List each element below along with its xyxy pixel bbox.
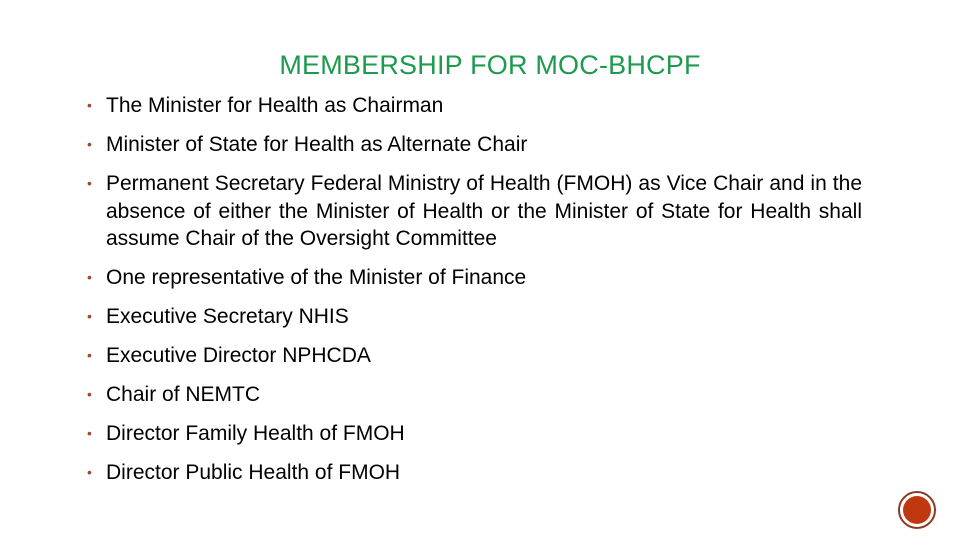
list-item-text: Director Family Health of FMOH <box>106 422 405 445</box>
bullet-icon: • <box>87 269 92 285</box>
list-item <box>86 303 862 331</box>
slide-title-text: MEMBERSHIP FOR MOC-BHCPF <box>279 50 701 80</box>
list-item-text: One representative of the Minister of Finance <box>106 266 527 289</box>
list-item-text: Minister of State for Health as Alternate Chair <box>106 133 528 156</box>
list-item <box>86 92 862 120</box>
list-item <box>86 342 862 370</box>
list-item <box>86 131 862 159</box>
list-item-text: Chair of NEMTC <box>106 383 261 406</box>
bullet-icon: • <box>87 347 92 363</box>
bullet-icon: • <box>87 464 92 480</box>
bullet-icon: • <box>87 97 92 113</box>
circle-badge-icon <box>898 491 936 529</box>
list-item <box>86 420 862 448</box>
list-item-text: Executive Secretary NHIS <box>106 305 349 328</box>
bullet-icon: • <box>87 308 92 324</box>
bullet-icon: • <box>87 386 92 402</box>
list-item <box>86 459 862 487</box>
bullet-icon: • <box>87 136 92 152</box>
membership-list <box>86 92 862 498</box>
list-item-text: Permanent Secretary Federal Ministry of Health (FMOH) as Vice Chair and in the absence of either the Minister of Health or the Minister of State for Health shall assume Chair of the Oversight Committee <box>106 172 862 250</box>
list-item <box>86 264 862 292</box>
list-item-text: Director Public Health of FMOH <box>106 461 401 484</box>
list-item <box>86 170 862 253</box>
list-item-text: The Minister for Health as Chairman <box>106 94 444 117</box>
list-item-text: Executive Director NPHCDA <box>106 344 371 367</box>
slide-title <box>0 50 960 81</box>
bullet-icon: • <box>87 425 92 441</box>
bullet-icon: • <box>87 175 92 191</box>
list-item <box>86 381 862 409</box>
